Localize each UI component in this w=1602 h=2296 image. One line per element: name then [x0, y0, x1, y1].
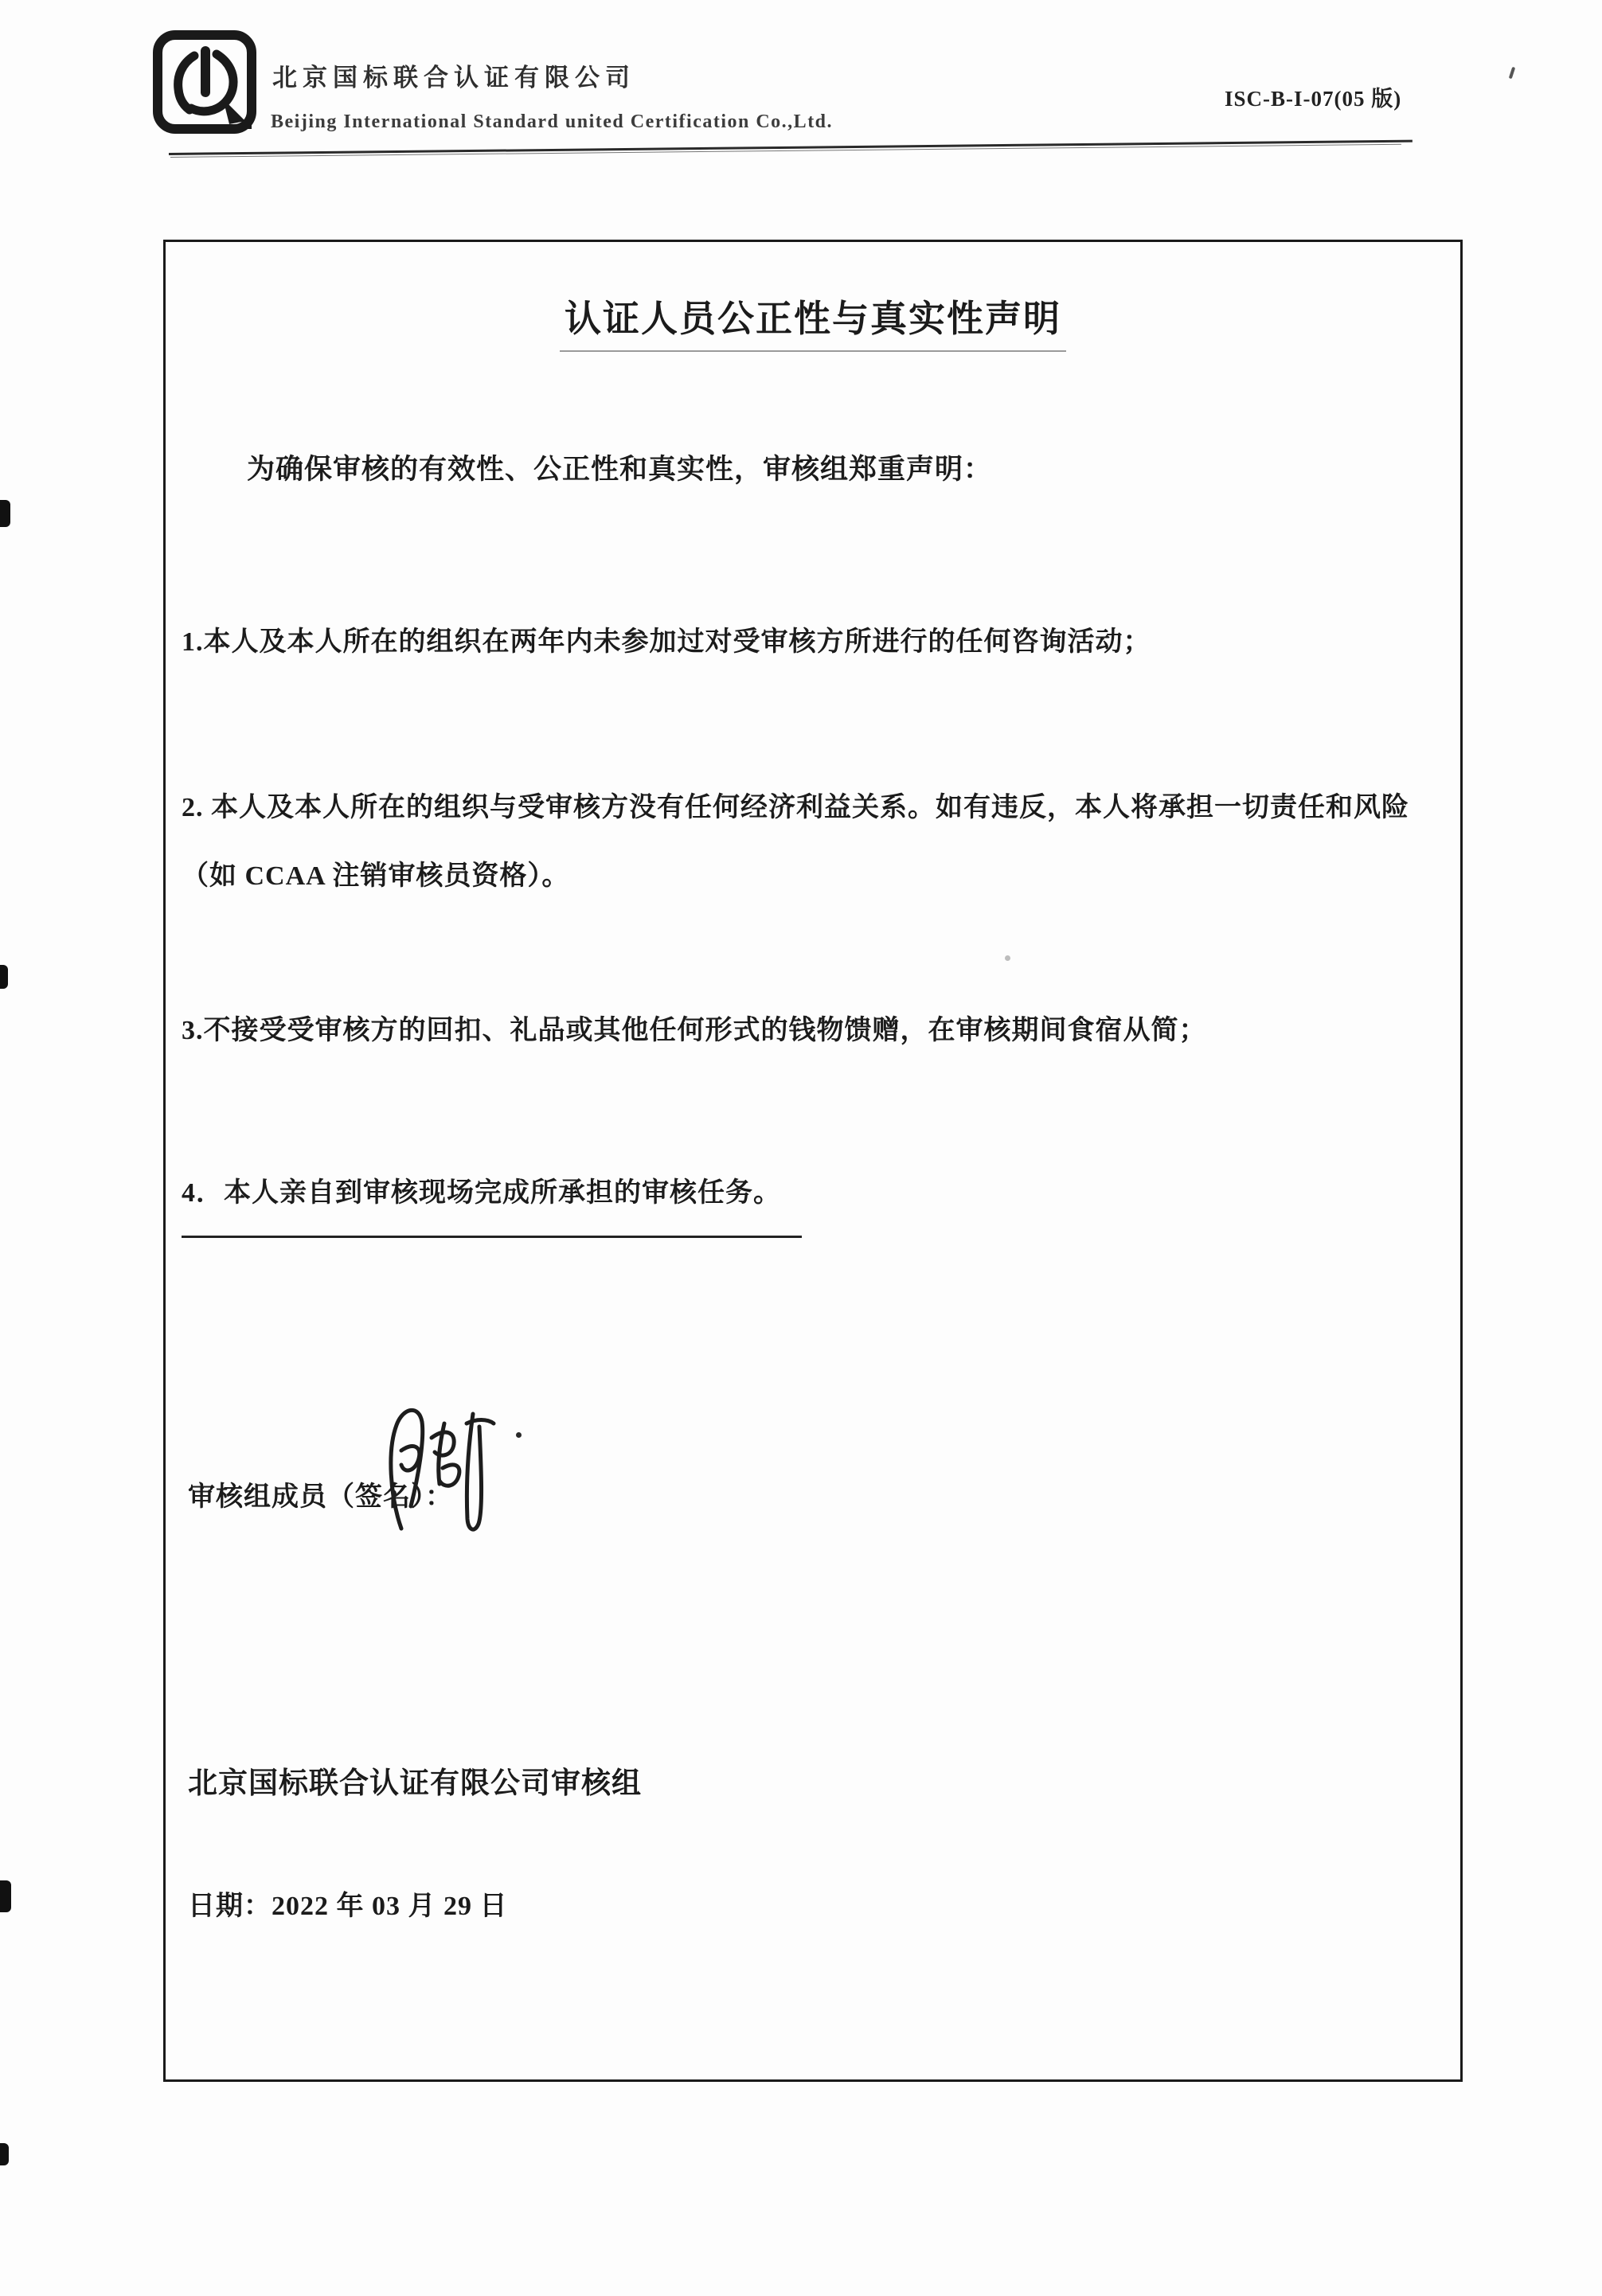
handwritten-signature: [374, 1395, 502, 1542]
company-name-cn: 北京国标联合认证有限公司: [272, 64, 635, 92]
company-logo-icon: [153, 30, 256, 134]
scan-artifact: [1509, 67, 1515, 80]
scan-artifact: [1005, 955, 1010, 961]
declaration-item-4: 4．本人亲自到审核现场完成所承担的审核任务。: [182, 1159, 1446, 1238]
scan-artifact: [0, 965, 8, 989]
ink-dot: [516, 1432, 522, 1438]
audit-team-line: 北京国标联合认证有限公司审核组: [188, 1767, 642, 1800]
declaration-item-3: 3.不接受受审核方的回扣、礼品或其他任何形式的钱物馈赠，在审核期间食宿从简；: [182, 1016, 1207, 1045]
declaration-box: [163, 240, 1463, 2082]
scan-artifact: [0, 1880, 11, 1912]
scan-artifact: [0, 500, 10, 527]
declaration-item-1: 1.本人及本人所在的组织在两年内未参加过对受审核方所进行的任何咨询活动；: [182, 627, 1151, 657]
signature-label: 审核组成员（签名）：: [188, 1482, 453, 1512]
document-title: 认证人员公正性与真实性声明: [166, 290, 1460, 352]
form-code: ISC-B-I-07(05 版): [1225, 87, 1402, 111]
scan-artifact: [0, 2143, 9, 2165]
company-name-en: Beijing International Standard united Certification Co.,Ltd.: [271, 111, 834, 132]
declaration-item-2: 2. 本人及本人所在的组织与受审核方没有任何经济利益关系。如有违反，本人将承担一切责任和风险（如 CCAA 注销审核员资格）。: [182, 793, 1409, 891]
intro-paragraph: 为确保审核的有效性、公正性和真实性，审核组郑重声明：: [247, 454, 993, 485]
header-divider: [169, 140, 1412, 159]
date-line: 日期：2022 年 03 月 29 日: [188, 1892, 508, 1921]
